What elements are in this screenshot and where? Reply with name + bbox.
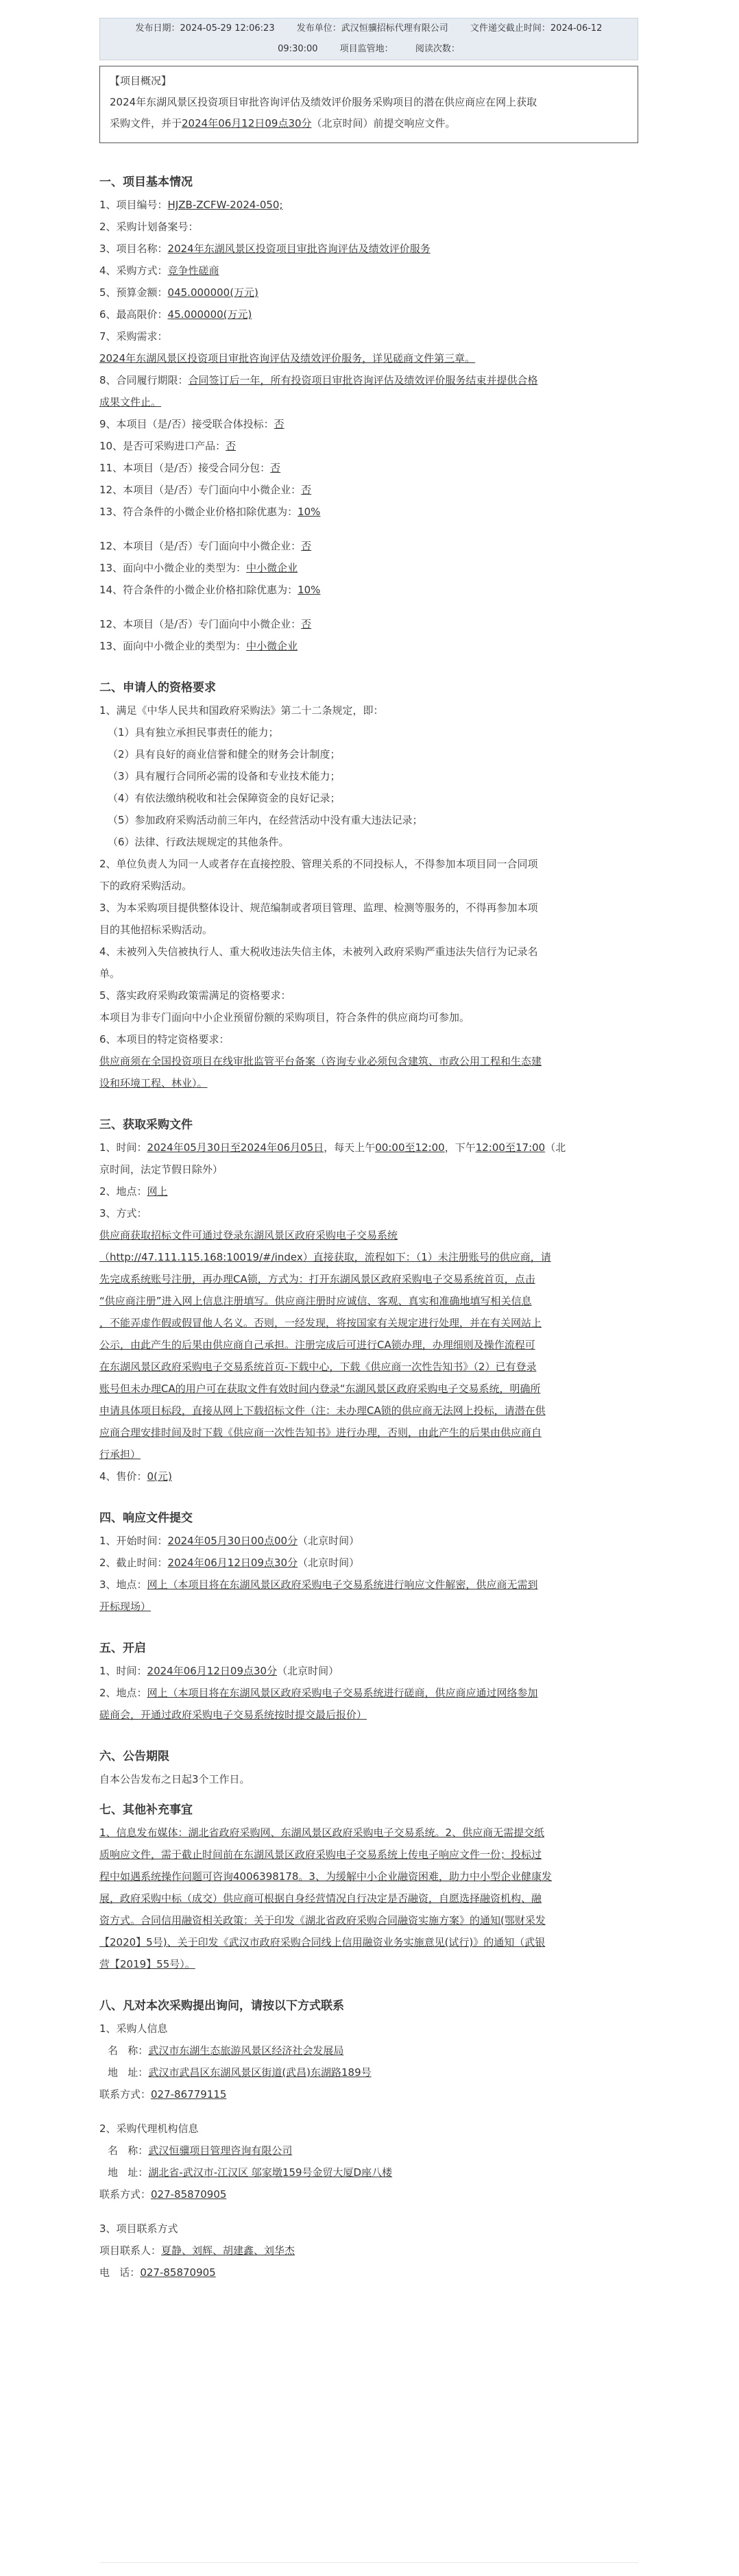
label: 名 称： <box>108 2144 149 2157</box>
qualification-item: 下的政府采购活动。 <box>99 880 193 892</box>
consortium <box>99 413 638 435</box>
value: 否 <box>301 484 312 496</box>
spacer <box>99 601 638 613</box>
label: 地 址： <box>108 2066 149 2079</box>
value: 武汉恒骥项目管理咨询有限公司 <box>148 2144 293 2157</box>
value: 武汉市东湖生态旅游风景区经济社会发展局 <box>148 2044 344 2057</box>
qualification-item: 本项目为非专门面向中小企业预留份额的采购项目，符合条件的供应商均可参加。 <box>99 1011 470 1024</box>
supplement-text: 质响应文件，需于截止时间前在东湖风景区政府采购电子交易系统上传电子响应文件一份；投标过 <box>99 1848 542 1861</box>
qualification-item: 6、本项目的特定资格要求： <box>99 1033 230 1045</box>
value: 武汉市武昌区东湖风景区街道(武昌)东湖路189号 <box>148 2066 372 2079</box>
plan-number: 2、采购计划备案号： <box>99 221 199 233</box>
qualification-subitem: （6）法律、行政法规规定的其他条件。 <box>108 836 289 848</box>
label: 联系方式： <box>99 2188 152 2201</box>
meta-bar <box>99 18 638 60</box>
purchaser-heading: 1、采购人信息 <box>99 2022 168 2035</box>
sme-only <box>99 613 638 635</box>
obtain-method-text: 在东湖风景区政府采购电子交易系统首页-下载中心，下载《供应商一次性告知书》（2）已有登录 <box>99 1361 537 1373</box>
label: 13、符合条件的小微企业价格扣除优惠为： <box>99 506 298 518</box>
label: 2、地点： <box>99 1687 147 1699</box>
value: 夏静、刘辉、胡建鑫、刘华杰 <box>161 2244 295 2257</box>
spacer <box>99 1487 638 1507</box>
obtain-method-text: 账号但未办理CA的用户可在获取文件有效时间内登录“东湖风景区政府采购电子交易系统，明确所 <box>99 1383 541 1395</box>
contract-period <box>99 369 638 391</box>
label: 1、项目编号： <box>99 199 168 211</box>
label: 3、项目名称： <box>99 243 168 255</box>
value: 否 <box>270 462 281 474</box>
text: ，每天上午 <box>324 1141 376 1154</box>
section-6-title: 六、公告期限 <box>99 1750 169 1763</box>
label: 12、本项目（是/否）专门面向中小微企业： <box>99 484 302 496</box>
text: ，下午 <box>444 1141 476 1154</box>
contact-phone <box>99 2262 638 2283</box>
spacer <box>99 1618 638 1637</box>
value: 12:00至17:00 <box>475 1141 546 1154</box>
obtain-time <box>99 1137 638 1159</box>
qualification-subitem: （2）具有良好的商业信誉和健全的财务会计制度； <box>108 748 341 760</box>
section-3-title: 三、获取采购文件 <box>99 1118 193 1132</box>
value: 湖北省-武汉市-江汉区 邬家墩159号金贸大厦D座八楼 <box>148 2166 393 2179</box>
supplement-text: 营【2019】55号）。 <box>99 1958 195 1970</box>
project-number <box>99 194 638 216</box>
value: 网上（本项目将在东湖风景区政府采购电子交易系统进行磋商，供应商应通过网络参加 <box>147 1687 538 1699</box>
value: 027-85870905 <box>151 2188 227 2201</box>
obtain-method-text: 公示，由此产生的后果由供应商自己承担。注册完成后可进行CA锁办理，办理细则及操作流程可 <box>99 1339 535 1351</box>
notice-period: 自本公告发布之日起3个工作日。 <box>99 1773 250 1785</box>
label: 9、本项目（是/否）接受联合体投标： <box>99 418 274 430</box>
supplement-text: 【2020】5号)、关于印发《武汉市政府采购合同线上信用融资业务实施意见(试行)》的通知（武银 <box>99 1936 546 1948</box>
meta-row <box>100 18 638 39</box>
label: 6、最高限价： <box>99 308 168 321</box>
label: 1、时间： <box>99 1665 147 1677</box>
overview-title: 【项目概况】 <box>110 75 172 87</box>
obtain-method-text: ，不能弄虚作假或假冒他人名义。否则，一经发现，将按国家有关规定进行处理，并在有关网站上 <box>99 1317 542 1329</box>
spacer <box>99 523 638 535</box>
purchaser-address <box>99 2061 638 2083</box>
spacer <box>99 1975 638 1994</box>
subcontract <box>99 457 638 479</box>
qualification-subitem: （5）参加政府采购活动前三年内，在经营活动中没有重大违法记录； <box>108 814 423 826</box>
qualification-item: 设和环境工程、林业）。 <box>99 1077 208 1089</box>
value: HJZB-ZCFW-2024-050; <box>167 199 283 211</box>
section-7-title: 七、其他补充事宜 <box>99 1803 193 1817</box>
value: 网上（本项目将在东湖风景区政府采购电子交易系统进行响应文件解密，供应商无需到 <box>147 1578 538 1591</box>
value: 2024年05月30日至2024年06月05日 <box>147 1141 324 1154</box>
qualification-item: 5、落实政府采购政策需满足的资格要求： <box>99 989 291 1002</box>
label: 地 址： <box>108 2166 149 2179</box>
requirement-label: 7、采购需求： <box>99 330 168 343</box>
contract-period-cont: 成果文件止。 <box>99 396 162 408</box>
value: 0(元) <box>147 1470 172 1483</box>
publisher: 发布单位：武汉恒骥招标代理有限公司 <box>296 23 448 34</box>
submit-start <box>99 1530 638 1552</box>
spacer <box>99 657 638 676</box>
publish-date: 发布日期：2024-05-29 12:06:23 <box>135 23 275 34</box>
spacer <box>99 1094 638 1113</box>
max-price <box>99 304 638 325</box>
section-8-title: 八、凡对本次采购提出询问，请按以下方式联系 <box>99 1999 344 2013</box>
value: 2024年06月12日09点30分 <box>167 1557 298 1569</box>
sme-only <box>99 535 638 557</box>
obtain-method-text: 应商合理安排时间及时下载《供应商一次性告知书》进行办理，否则，由此产生的后果由供应商自 <box>99 1426 542 1439</box>
spacer <box>99 1726 638 1745</box>
supplement-text: 程中如遇系统操作问题可咨询4006398178。3、为缓解中小企业融资困难，助力中小型企业健康发 <box>99 1870 552 1883</box>
value: 否 <box>301 540 312 552</box>
label: 14、符合条件的小微企业价格扣除优惠为： <box>99 584 298 596</box>
label: 2、地点： <box>99 1185 147 1198</box>
label: 10、是否可采购进口产品： <box>99 440 226 452</box>
text: （北京时间） <box>298 1535 360 1547</box>
label: 12、本项目（是/否）专门面向中小微企业： <box>99 540 302 552</box>
value: 027-86779115 <box>151 2088 227 2101</box>
spacer <box>99 1790 638 1798</box>
obtain-method-label: 3、方式： <box>99 1207 147 1219</box>
sme-discount <box>99 579 638 601</box>
supplement-text: 1、信息发布媒体：湖北省政府采购网、东湖风景区政府采购电子交易系统。2、供应商无需提交纸 <box>99 1826 545 1839</box>
section-4-title: 四、响应文件提交 <box>99 1511 193 1525</box>
spacer <box>99 2205 638 2218</box>
deadline: 文件递交截止时间：2024-06-12 <box>470 23 603 34</box>
value: 合同签订后一年，所有投资项目审批咨询评估及绩效评价服务结束并提供合格 <box>188 374 538 386</box>
value: 027-85870905 <box>140 2266 216 2279</box>
qualification-item: 1、满足《中华人民共和国政府采购法》第二十二条规定，即： <box>99 704 384 717</box>
value: 否 <box>301 618 312 630</box>
value: 2024年06月12日09点30分 <box>147 1665 278 1677</box>
obtain-place <box>99 1180 638 1202</box>
value: 否 <box>274 418 284 430</box>
label: 8、合同履行期限： <box>99 374 189 386</box>
submit-deadline <box>99 1552 638 1574</box>
agency-name <box>99 2140 638 2162</box>
open-time <box>99 1660 638 1682</box>
sme-only <box>99 479 638 501</box>
obtain-time-cont: 京时间，法定节假日除外） <box>99 1163 223 1176</box>
label: 联系方式： <box>99 2088 152 2101</box>
text: （北京时间）前提交响应文件。 <box>311 117 456 129</box>
label: 名 称： <box>108 2044 149 2057</box>
label: 4、售价： <box>99 1470 147 1483</box>
sme-discount <box>99 501 638 523</box>
agency-address <box>99 2162 638 2183</box>
contact-persons <box>99 2240 638 2262</box>
label: 电 话： <box>99 2266 141 2279</box>
qualification-item: 2、单位负责人为同一人或者存在直接控股、管理关系的不同投标人，不得参加本项目同一合同项 <box>99 858 538 870</box>
value: 2024年05月30日00点00分 <box>167 1535 298 1547</box>
label: 2、截止时间： <box>99 1557 168 1569</box>
value: 045.000000(万元) <box>167 286 258 299</box>
label: 1、时间： <box>99 1141 147 1154</box>
obtain-method-text: 供应商获取招标文件可通过登录东湖风景区政府采购电子交易系统 <box>99 1229 398 1241</box>
agency-heading: 2、采购代理机构信息 <box>99 2122 199 2135</box>
qualification-subitem: （1）具有独立承担民事责任的能力； <box>108 726 279 739</box>
deadline-value: 2024年06月12日09点30分 <box>182 117 312 129</box>
spacer <box>99 2105 638 2118</box>
budget <box>99 282 638 304</box>
text: （北京时间） <box>277 1665 339 1677</box>
supplement-text: 资方式。合同信用融资相关政策：关于印发《湖北省政府采购合同融资实施方案》的通知(鄂财采发 <box>99 1914 546 1927</box>
supervision: 项目监管地： <box>339 44 393 54</box>
contact-heading: 3、项目联系方式 <box>99 2222 178 2235</box>
sme-type <box>99 635 638 657</box>
value: 否 <box>226 440 237 452</box>
agency-phone <box>99 2183 638 2205</box>
open-place-cont: 磋商会，开通过政府采购电子交易系统按时提交最后报价） <box>99 1709 367 1721</box>
label: 12、本项目（是/否）专门面向中小微企业： <box>99 618 302 630</box>
section-1-title: 一、项目基本情况 <box>99 175 193 189</box>
value: 中小微企业 <box>246 640 298 652</box>
reads: 阅读次数： <box>415 44 460 54</box>
value: 00:00至12:00 <box>375 1141 445 1154</box>
qualification-item: 供应商须在全国投资项目在线审批监管平台备案（咨询专业必须包含建筑、市政公用工程和生态建 <box>99 1055 542 1067</box>
obtain-method-text: （http://47.111.115.168:10019/#/index）直接获取，流程如下：（1）未注册账号的供应商，请 <box>99 1251 551 1263</box>
qualification-item: 4、未被列入失信被执行人、重大税收违法失信主体，未被列入政府采购严重违法失信行为记录名 <box>99 945 538 958</box>
value: 10% <box>298 506 321 518</box>
overview-text: 2024年东湖风景区投资项目审批咨询评估及绩效评价服务采购项目的潜在供应商应在网上获取 <box>110 96 537 108</box>
divider <box>99 2562 638 2563</box>
label: 4、采购方式： <box>99 264 168 277</box>
open-place <box>99 1682 638 1704</box>
label: 13、面向中小微企业的类型为： <box>99 562 247 574</box>
price <box>99 1465 638 1487</box>
qualification-subitem: （4）有依法缴纳税收和社会保障资金的良好记录； <box>108 792 341 804</box>
import <box>99 435 638 457</box>
value: 中小微企业 <box>246 562 298 574</box>
text: （北 <box>545 1141 566 1154</box>
obtain-method-text: “供应商注册”进入网上信息注册填写。供应商注册时应诚信、客观、真实和准确地填写相关信息 <box>99 1295 532 1307</box>
label: 3、地点： <box>99 1578 147 1591</box>
supplement-text: 展，政府采购中标（成交）供应商可根据自身经营情况自行决定是否融资，自愿选择融资机构、融 <box>99 1892 542 1905</box>
text: （北京时间） <box>298 1557 360 1569</box>
deadline-time: 09:30:00 <box>278 44 318 54</box>
label: 项目联系人： <box>99 2244 162 2257</box>
sme-type <box>99 557 638 579</box>
requirement-value: 2024年东湖风景区投资项目审批咨询评估及绩效评价服务，详见磋商文件第三章。 <box>99 352 476 364</box>
section-2-title: 二、申请人的资格要求 <box>99 681 216 695</box>
overview-text <box>110 113 628 134</box>
qualification-item: 3、为本采购项目提供整体设计、规范编制或者项目管理、监理、检测等服务的，不得再参加本项 <box>99 902 538 914</box>
value: 45.000000(万元) <box>167 308 252 321</box>
purchaser-phone <box>99 2083 638 2105</box>
submit-place-cont: 开标现场） <box>99 1600 152 1613</box>
qualification-item: 目的其他招标采购活动。 <box>99 924 213 936</box>
project-name <box>99 238 638 260</box>
overview-box <box>99 66 638 143</box>
text: 采购文件，并于 <box>110 117 182 129</box>
label: 13、面向中小微企业的类型为： <box>99 640 247 652</box>
qualification-item: 单。 <box>99 967 121 980</box>
obtain-method-text: 申请具体项目标段，直接从网上下载招标文件（注：未办理CA锁的供应商无法网上投标，请潜在供 <box>99 1404 546 1417</box>
obtain-method-text: 行承担） <box>99 1448 141 1461</box>
obtain-method-text: 先完成系统账号注册，再办理CA锁，方式为：打开东湖风景区政府采购电子交易系统首页，点击 <box>99 1273 535 1285</box>
value: 竞争性磋商 <box>167 264 219 277</box>
label: 1、开始时间： <box>99 1535 168 1547</box>
article-content <box>99 66 638 2283</box>
procurement-method <box>99 260 638 282</box>
meta-row <box>100 39 638 60</box>
value: 10% <box>298 584 321 596</box>
label: 5、预算金额： <box>99 286 168 299</box>
value: 网上 <box>147 1185 168 1198</box>
label: 11、本项目（是/否）接受合同分包： <box>99 462 271 474</box>
purchaser-name <box>99 2040 638 2061</box>
qualification-subitem: （3）具有履行合同所必需的设备和专业技术能力； <box>108 770 341 782</box>
section-5-title: 五、开启 <box>99 1642 146 1655</box>
submit-place <box>99 1574 638 1596</box>
value: 2024年东湖风景区投资项目审批咨询评估及绩效评价服务 <box>167 243 431 255</box>
